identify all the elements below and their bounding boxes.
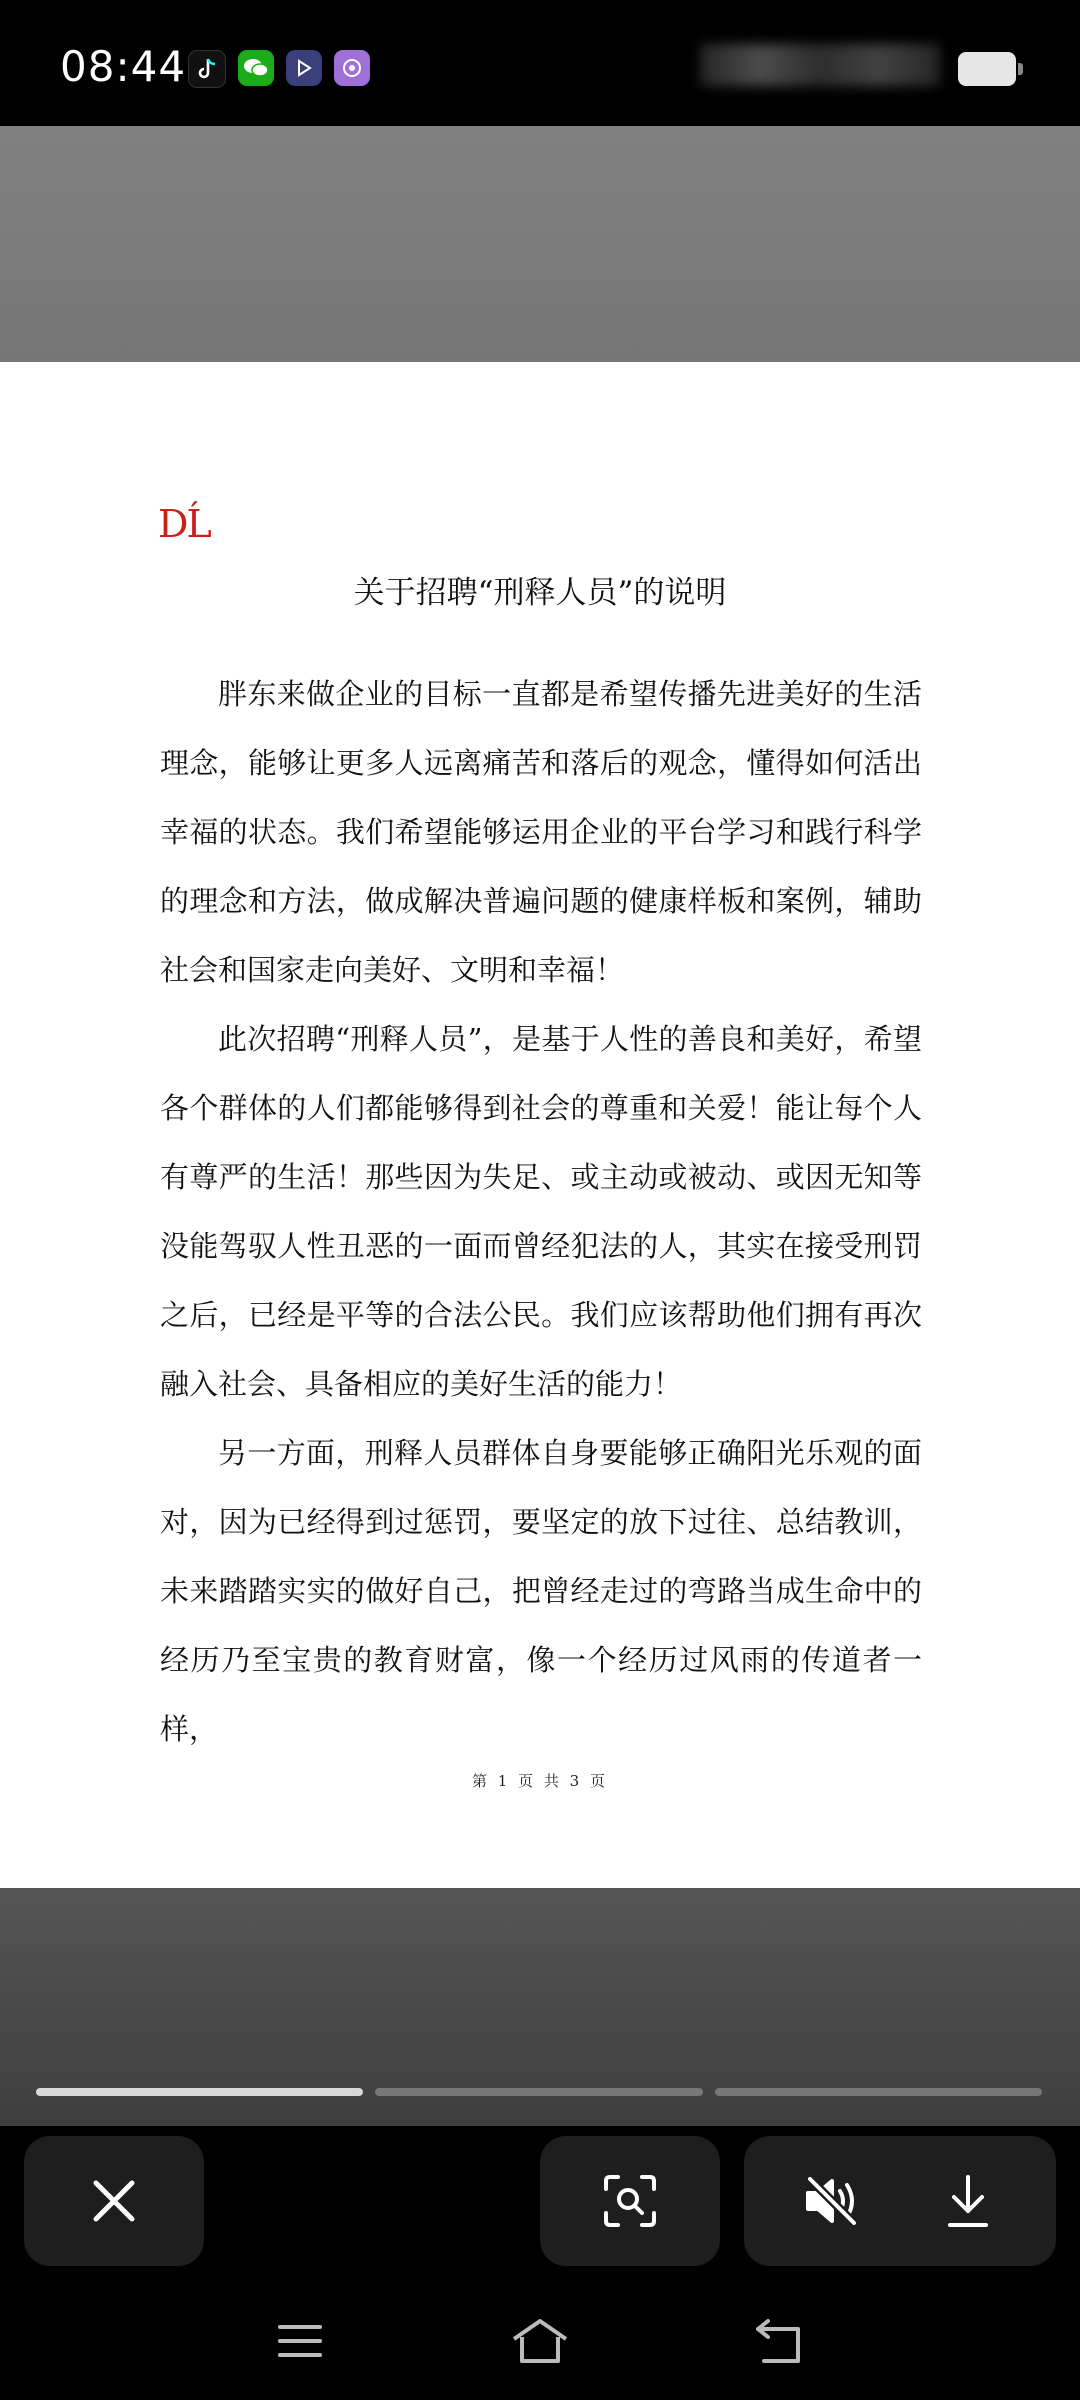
back-nav-button[interactable] bbox=[735, 2306, 825, 2376]
mute-button[interactable] bbox=[782, 2151, 882, 2251]
home-icon bbox=[510, 2317, 570, 2365]
viewer-top-area bbox=[0, 126, 1080, 362]
tiktok-icon bbox=[188, 50, 226, 88]
battery-icon bbox=[958, 52, 1016, 86]
system-status-icons bbox=[700, 44, 940, 86]
document-page bbox=[0, 362, 1080, 1888]
page-footer: 第 1 页 共 3 页 bbox=[472, 1772, 608, 1790]
download-button[interactable] bbox=[918, 2151, 1018, 2251]
image-progress-indicator bbox=[36, 2088, 1042, 2098]
navigation-bar bbox=[0, 2286, 1080, 2400]
paragraph-3: 另一方面，刑释人员群体自身要能够正确阳光乐观的面对，因为已经得到过惩罚，要坚定的放下过往、总结教训，未来踏踏实实的做好自己，把曾经走过的弯路当成生命中的经历乃至宝贵的教育财富，像一个经历过风雨的传道者一样， bbox=[160, 1436, 922, 1746]
document-body bbox=[160, 660, 922, 1764]
progress-segment-3[interactable] bbox=[715, 2088, 1042, 2096]
company-logo: DĹ bbox=[158, 502, 210, 546]
scan-icon bbox=[602, 2173, 658, 2229]
close-button[interactable] bbox=[24, 2136, 204, 2266]
back-icon bbox=[754, 2317, 806, 2365]
action-bar bbox=[0, 2126, 1080, 2286]
wechat-icon bbox=[238, 50, 274, 86]
progress-segment-1[interactable] bbox=[36, 2088, 363, 2096]
paragraph-2: 此次招聘“刑释人员”，是基于人性的善良和美好，希望各个群体的人们都能够得到社会的尊重和关爱！能让每个人有尊严的生活！那些因为失足、或主动或被动、或因无知等没能驾驭人性丑恶的一面而曾经犯法的人，其实在接受刑罚之后，已经是平等的合法公民。我们应该帮助他们拥有再次融入社会、具备相应的美好生活的能力！ bbox=[160, 1022, 922, 1401]
scan-button[interactable] bbox=[540, 2136, 720, 2266]
progress-fill-1 bbox=[36, 2088, 363, 2096]
clock: 08:44 bbox=[60, 42, 187, 91]
menu-icon bbox=[276, 2321, 324, 2361]
status-bar bbox=[0, 0, 1080, 126]
mute-icon bbox=[802, 2175, 862, 2227]
video-app-icon bbox=[286, 50, 322, 86]
notification-icons bbox=[188, 50, 370, 88]
paragraph-1: 胖东来做企业的目标一直都是希望传播先进美好的生活理念，能够让更多人远离痛苦和落后的观念，懂得如何活出幸福的状态。我们希望能够运用企业的平台学习和践行科学的理念和方法，做成解决普遍问题的健康样板和案例，辅助社会和国家走向美好、文明和幸福！ bbox=[160, 677, 922, 987]
media-controls bbox=[744, 2136, 1056, 2266]
progress-segment-2[interactable] bbox=[375, 2088, 702, 2096]
download-icon bbox=[944, 2173, 992, 2229]
menu-nav-button[interactable] bbox=[255, 2306, 345, 2376]
purple-app-icon bbox=[334, 50, 370, 86]
document-title: 关于招聘“刑释人员”的说明 bbox=[353, 575, 727, 611]
close-icon bbox=[90, 2177, 138, 2225]
home-nav-button[interactable] bbox=[495, 2306, 585, 2376]
